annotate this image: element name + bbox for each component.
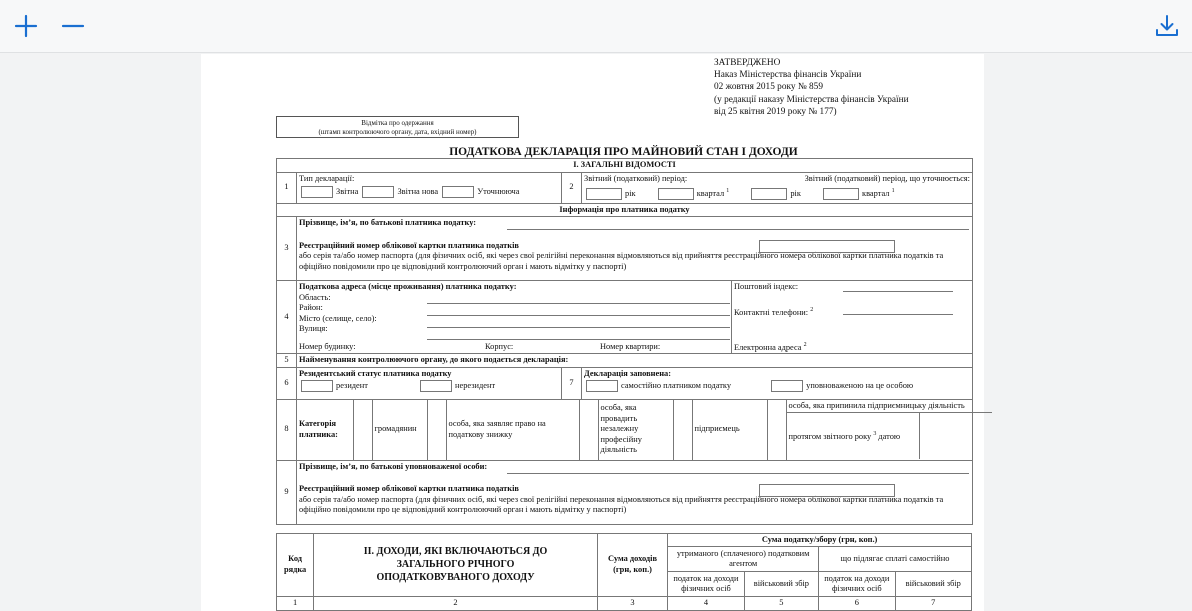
receipt-stamp-box: Відмітка про одержання (штамп контролюючого органу, дата, вхідний номер) xyxy=(276,116,519,138)
category-citizen-checkbox[interactable] xyxy=(353,400,372,460)
income-table: Код рядка ІІ. ДОХОДИ, ЯКІ ВКЛЮЧАЮТЬСЯ ДО ЗАГАЛЬНОГО РІЧНОГО ОПОДАТКОВУВАНОГО ДОХОДУ Сума доходів (грн, коп.) Сума податку/збору (грн, коп.) утриманого (сплаченого) податковим агентом що підлягає сплаті самостійно податок на доходи фізичних осіб військовий збір податок на доходи фізичних осіб військовий збір 1 2 3 4 5 6 7 xyxy=(276,533,972,611)
city-field[interactable] xyxy=(427,327,730,328)
type-new-report-checkbox[interactable] xyxy=(362,186,394,198)
postal-code-field[interactable] xyxy=(843,291,953,292)
authorized-name-field[interactable] xyxy=(507,473,969,474)
viewer-toolbar xyxy=(0,0,1192,53)
clarified-year-field[interactable] xyxy=(751,188,787,200)
ceased-date-field[interactable] xyxy=(920,413,992,459)
payer-info-header: Інформація про платника податку xyxy=(277,203,973,217)
payer-name-cell: Прізвище, ім’я, по батькові платника податку: Реєстраційний номер облікової картки платника податків або серія та/або номер паспорта (для фізичних осіб, які через свої релігійні переконання відмовляються від прийняття реєстраційного номера облікової картки платника податків та офіційно повідомили про це відповідний контролюючий орган і мають відмітку у паспорті) xyxy=(297,217,973,281)
authorized-person-cell: Прізвище, ім’я, по батькові уповноваженої особи: Реєстраційний номер облікової картки платника податків або серія та/або номер паспорта (для фізичних осіб, які через свої релігійні переконання відмовляються від прийняття реєстраційного номера облікової картки платника податків та офіційно повідомили про це відповідний контролюючий орган і мають відмітку у паспорті) xyxy=(297,460,973,524)
plus-icon xyxy=(12,12,40,40)
authorized-reg-number-field[interactable] xyxy=(759,484,895,497)
district-field[interactable] xyxy=(427,315,730,316)
resident-checkbox[interactable] xyxy=(301,380,333,392)
filled-authorized-checkbox[interactable] xyxy=(771,380,803,392)
category-ceased-checkbox[interactable] xyxy=(767,400,786,460)
zoom-out-button[interactable] xyxy=(59,12,87,40)
region-field[interactable] xyxy=(427,303,730,304)
document-page xyxy=(201,54,984,611)
filled-by-cell: Декларація заповнена: самостійно платником податку уповноваженою на це особою xyxy=(582,367,973,399)
type-clarifying-checkbox[interactable] xyxy=(442,186,474,198)
period-quarter-field[interactable] xyxy=(658,188,694,200)
download-button[interactable] xyxy=(1153,12,1181,40)
download-icon xyxy=(1153,12,1181,40)
filled-self-checkbox[interactable] xyxy=(586,380,618,392)
tax-authority-cell: Найменування контролюючого органу, до якого подається декларація: xyxy=(297,354,973,368)
nonresident-checkbox[interactable] xyxy=(420,380,452,392)
category-entrepreneur-checkbox[interactable] xyxy=(673,400,692,460)
category-independent-checkbox[interactable] xyxy=(579,400,598,460)
street-field[interactable] xyxy=(427,339,730,340)
category-deduction-checkbox[interactable] xyxy=(427,400,446,460)
approval-block: ЗАТВЕРДЖЕНО Наказ Міністерства фінансів України 02 жовтня 2015 року № 859 (у редакції наказу Міністерства фінансів України від 25 квітня 2019 року № 177) xyxy=(714,58,909,117)
document-viewer[interactable] xyxy=(0,54,1192,611)
minus-icon xyxy=(59,12,87,40)
payer-name-field[interactable] xyxy=(507,229,969,230)
declaration-form: І. ЗАГАЛЬНІ ВІДОМОСТІ 1 Тип декларації: Звітна Звітна нова Уточнююча 2 Звітний (податковий) період: Звітний (податковий) період, що уточнюється: рік квартал $^1$ рік квартал $^1$ Інформація про платника податку 3 Прізвище, ім’я, по батькові платника податку: Реєстраційний номер облікової картки платника податків або серія та/або номер паспорта (для фізичних осіб, які через свої релігійні переконання відмовляються від прийняття реєстраційного номера облікової картки платника податків та офіційно повідомили про це відповідний контролюючий орган і мають відмітку у паспорті) 4 Податкова адреса (місце проживання) платника податку: Область: Район: Місто (селище, село): Вулиця: Номер будинку: Корпус: Номер квартири: Поштовий індекс: Контактні телефони: $^2$ Електронна адреса $^2$ 5 Найменування контролюючого органу, до якого подається декларація: 6 Резидентський статус платника податку резидент нерезидент 7 Декларація заповнена: самостійно платником податку уповноваженою на це особою 8 Категорія платника: громадянин особа, яка заявляє право на податкову знижку особа, яка провадить незалежну професійну діяльність підприємець особа, яка припинила підприємницьку діяльність протягом звітного року $^3$ датою 9 Прізвище, ім’я, по батькові уповноваженої особи: Реєстраційний номер облікової картки платника податків або серія та/або номер паспорта (для фізичних осіб, які через свої релігійні переконання відмовляються від прийняття реєстраційного номера облікової картки платника податків та офіційно повідомили про це відповідний контролюючий орган і мають відмітку у паспорті) Код рядка ІІ. ДОХОДИ, ЯКІ ВКЛЮЧАЮТЬСЯ ДО ЗАГАЛЬНОГО РІЧНОГО ОПОДАТКОВУВАНОГО ДОХОДУ Сума доходів (грн, коп.) Сума податку/збору (грн, коп.) утриманого (сплаченого) податковим агентом що підлягає сплаті самостійно податок на доходи фізичних осіб військовий збір податок на доходи фізичних осіб військовий збір 1 2 3 4 5 6 7 xyxy=(276,158,972,611)
type-report-checkbox[interactable] xyxy=(301,186,333,198)
clarified-quarter-field[interactable] xyxy=(823,188,859,200)
payer-reg-number-field[interactable] xyxy=(759,240,895,253)
resident-status-cell: Резидентський статус платника податку резидент нерезидент xyxy=(297,367,562,399)
zoom-in-button[interactable] xyxy=(12,12,40,40)
declaration-type-cell: Тип декларації: Звітна Звітна нова Уточнююча xyxy=(297,172,562,203)
section-general: І. ЗАГАЛЬНІ ВІДОМОСТІ xyxy=(277,159,973,173)
reporting-period-cell: Звітний (податковий) період: Звітний (податковий) період, що уточнюється: рік квартал $^1$ рік квартал $^1$ xyxy=(582,172,973,203)
payer-category-cell: Категорія платника: громадянин особа, яка заявляє право на податкову знижку особа, яка провадить незалежну професійну діяльність підприємець особа, яка припинила підприємницьку діяльність протягом звітного року $^3$ датою xyxy=(297,399,973,460)
document-title: ПОДАТКОВА ДЕКЛАРАЦІЯ ПРО МАЙНОВИЙ СТАН І ДОХОДИ xyxy=(449,146,798,158)
period-year-field[interactable] xyxy=(586,188,622,200)
phones-field[interactable] xyxy=(843,314,953,315)
tax-address-cell: Податкова адреса (місце проживання) платника податку: Область: Район: Місто (селище, село): Вулиця: Номер будинку: Корпус: Номер квартири: Поштовий індекс: Контактні телефони: $^2$ Електронна адреса $^2$ xyxy=(297,281,973,354)
